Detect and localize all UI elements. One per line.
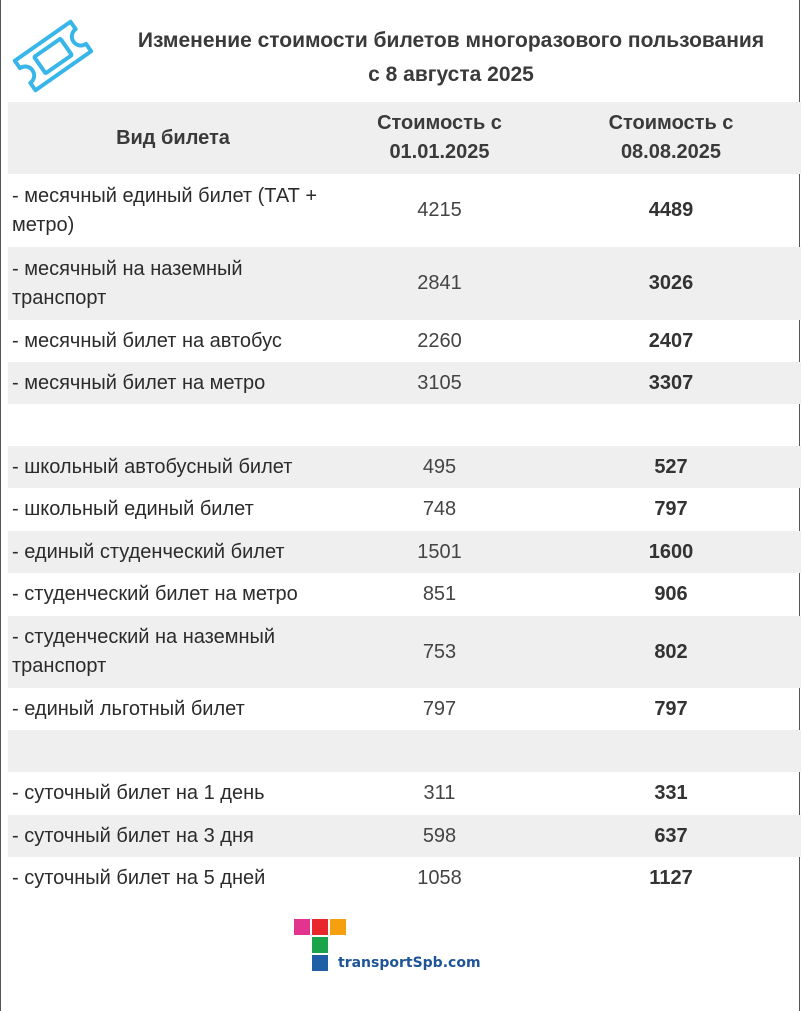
table-row — [8, 857, 801, 900]
price-old: 797 — [422, 697, 457, 720]
price-old: 851 — [422, 583, 457, 605]
price-new: 4489 — [648, 199, 694, 221]
logo-square-green — [312, 937, 328, 953]
page-title: Изменение стоимости билетов многоразового пользования с 8 августа 2025 — [137, 29, 765, 86]
price-new: 797 — [654, 697, 688, 720]
price-old: 1058 — [417, 867, 462, 889]
price-old: 311 — [423, 782, 456, 804]
price-new: 1600 — [648, 540, 694, 563]
price-new: 802 — [654, 640, 688, 663]
transportspb-logo — [294, 919, 494, 977]
ticket-type: - единый льготный билет — [12, 697, 245, 720]
table-row — [8, 362, 801, 404]
table-row — [8, 174, 801, 247]
logo-square-magenta — [294, 919, 310, 935]
ticket-type: - суточный билет на 3 дня — [12, 824, 254, 847]
price-old: 598 — [422, 824, 457, 847]
spacer-row — [8, 730, 801, 772]
price-old: 2841 — [417, 272, 462, 294]
table-row — [8, 688, 801, 730]
column-header-ticket-type: Вид билета — [116, 126, 230, 149]
price-old: 3105 — [417, 371, 462, 394]
ticket-icon — [5, 8, 101, 100]
table-row — [8, 247, 801, 320]
price-old: 748 — [422, 498, 457, 520]
ticket-type: - студенческий билет на метро — [12, 583, 298, 605]
ticket-type: - единый студенческий билет — [12, 540, 285, 563]
logo-square-red — [312, 919, 328, 935]
column-header-price-new: Стоимость с 08.08.2025 — [608, 112, 734, 163]
ticket-type: - месячный билет на метро — [12, 371, 266, 394]
price-old: 4215 — [417, 199, 462, 221]
price-new: 3026 — [648, 272, 694, 294]
table-row — [8, 446, 801, 488]
ticket-type: - месячный единый билет (ТАТ + метро) — [12, 184, 318, 236]
table-row — [8, 573, 801, 616]
header — [1, 0, 799, 102]
table-row — [8, 531, 801, 573]
price-new: 527 — [654, 455, 688, 478]
price-new: 2407 — [648, 329, 694, 352]
price-old: 753 — [422, 640, 457, 663]
logo-square-orange — [330, 919, 346, 935]
ticket-type: - месячный на наземный транспорт — [12, 257, 243, 309]
price-new: 637 — [654, 824, 688, 847]
price-old: 495 — [422, 455, 457, 478]
column-header-price-old: Стоимость с 01.01.2025 — [377, 112, 502, 163]
logo-text: transportSpb.com — [338, 955, 481, 971]
ticket-type: - месячный билет на автобус — [12, 329, 282, 352]
table-row — [8, 815, 801, 857]
table-row — [8, 320, 801, 362]
price-old: 2260 — [417, 329, 462, 352]
price-new: 1127 — [649, 867, 693, 889]
price-new: 3307 — [648, 371, 694, 394]
price-new: 331 — [654, 782, 688, 804]
price-new: 797 — [654, 498, 688, 520]
ticket-type: - студенческий на наземный транспорт — [12, 626, 276, 677]
ticket-type: - школьный автобусный билет — [12, 455, 293, 478]
ticket-type: - школьный единый билет — [12, 498, 254, 520]
logo-square-blue — [312, 955, 328, 971]
table-row — [8, 616, 801, 688]
table-row — [8, 772, 801, 815]
spacer-row — [8, 404, 801, 446]
table-row — [8, 488, 801, 531]
price-new: 906 — [654, 583, 688, 605]
ticket-type: - суточный билет на 1 день — [12, 782, 265, 804]
price-old: 1501 — [417, 540, 462, 563]
table-header-row — [8, 102, 801, 174]
fare-table — [8, 102, 801, 900]
ticket-type: - суточный билет на 5 дней — [12, 867, 266, 889]
